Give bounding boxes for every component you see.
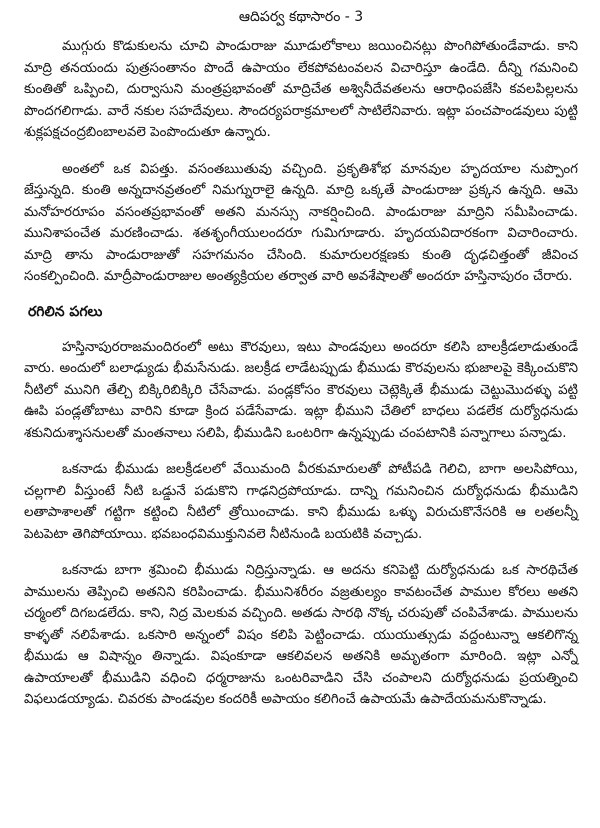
section-heading: రగిలిన పగలు (28, 303, 103, 320)
paragraph-creeper-bonds: ఒకనాడు భీముడు జలక్రీడలలో వేయిమంది వీరకుమారులతో పోటీపడి గెలిచి, బాగా అలసిపోయి, చల్లగాలి వీస్తుంటే నీటి ఒడ్డునే పడుకొని గాఢనిద్రపోయాడు. దాన్ని గమనించిన దుర్యోధనుడు భీముడిని లతాపాశాలతో గట్టిగా కట్టించి నీటిలో త్రోయించాడు. కాని భీముడు ఒళ్ళు విరుచుకొనేసరికి ఆ లతలన్నీ పెటపెటా తెగిపోయాయి. భవబంధవిముక్తునివలె నీటినుండి బయటికి వచ్చాడు. (24, 462, 578, 542)
paragraph-snakes-and-poison: ఒకనాడు బాగా శ్రమించి భీముడు నిద్రిస్తున్నాడు. ఆ అదను కనిపెట్టి దుర్యోధనుడు ఒక సారథిచేత పాములను తెప్పించి అతనిని కరిపించాడు. భీమునిశరీరం వజ్రతుల్యం కావటంచేత పాముల కోరలు అతని చర్మంలో దిగబడలేదు. కాని, నిద్ర మెలకువ వచ్చింది. అతడు సారథి నొక్క చరుపుతో చంపివేశాడు. పాములను కాళ్ళతో నలిపేశాడు. ఒకసారి అన్నంలో విషం కలిపి పెట్టించాడు. యుయుత్సుడు వద్దంటున్నా ఆకలిగొన్న భీముడు ఆ విషాన్నం తిన్నాడు. విషంకూడా ఆకలివలన అతనికి అమృతంగా మారింది. ఇట్లా ఎన్నో ఉపాయాలతో భీముడిని వధించి ధర్మరాజును ఒంటరివాడిని చేసి చంపాలని దుర్యోధనుడు ప్రయత్నించి విఫలుడయ్యాడు. చివరకు పాండవుల కందరికీ అపాయం కలిగించే ఉపాయమే ఉపాదేయమనుకొన్నాడు. (24, 563, 578, 707)
paragraph-childhood-games: హస్తినాపురరాజమందిరంలో అటు కౌరవులు, ఇటు పాండవులు అందరూ కలిసి బాలక్రీడలాడుతుండే వారు. అందులో బలాఢ్యుడు భీమసేనుడు. జలక్రీడ లాడేటప్పుడు భీముడు కౌరవులను భుజాలపై కెక్కించుకొని నీటిలో మునిగి తేల్చి బిక్కిరిబిక్కిరి చేసేవాడు. పండ్లకోసం కౌరవులు చెట్లెక్కితే భీముడు చెట్టుమొదళ్ళు పట్టి ఊపి పండ్లతోబాటు వారిని కూడా క్రింద పడేసేవాడు. ఇట్లా భీముని చేతిలో బాధలు పడలేక దుర్యోధనుడు శకునిదుశ్శాసనులతో మంతనాలు సలిపి, భీముడిని ఒంటరిగా ఉన్నప్పుడు చంపటానికి పన్నాగాలు పన్నాడు. (24, 339, 578, 441)
paragraph-pandu-death: అంతలో ఒక విపత్తు. వసంతఋతువు వచ్చింది. ప్రకృతిశోభ మానవుల హృదయాల నుప్పొంగ జేస్తున్నది. కుంతి అన్నదానవ్రతంలో నిమగ్నురాలై ఉన్నది. మాద్రి ఒక్కతే పాండురాజు ప్రక్కన ఉన్నది. ఆమె మనోహరరూపం వసంతప్రభావంతో అతని మనస్సు నాకర్షించింది. పాండురాజు మాద్రిని సమీపించాడు. మునిశాపంచేత మరణించాడు. శతశృంగీయులందరూ గుమిగూడారు. హృదయవిదారకంగా విచారించారు. మాద్రి తాను పాండురాజుతో సహగమనం చేసింది. కుమారులరక్షణకు కుంతి దృఢచిత్తంతో జీవించ సంకల్పించింది. మాద్రీపాండురాజుల అంత్యక్రియల తర్వాత వారి అవశేషాలతో అందరూ హస్తినాపురం చేరారు. (24, 161, 578, 284)
paragraph-sons-of-pandu: ముగ్గురు కొడుకులను చూచి పాండురాజు మూడులోకాలు జయించినట్లు పొంగిపోతుండేవాడు. కాని మాద్రి తనయందు పుత్రసంతానం పొందే ఉపాయం లేకపోవటంవలన విచారిస్తూ ఉండేది. దీన్ని గమనించి కుంతితో ఒప్పించి, దుర్వాసుని మంత్రప్రభావంతో మాద్రిచేత అశ్వినీదేవతలను ఆరాధింపజేసి కవలపిల్లలను పొందగలిగాడు. వారే నకుల సహదేవులు. సౌందర్యపరాక్రమాలలో సాటిలేనివారు. ఇట్లా పంచపాండవులు పుట్టి శుక్లపక్షచంద్రబింబాలవలె పెంపొందుతూ ఉన్నారు. (24, 39, 578, 140)
page-title: ఆదిపర్వ కథాసారం - 3 (238, 9, 364, 25)
